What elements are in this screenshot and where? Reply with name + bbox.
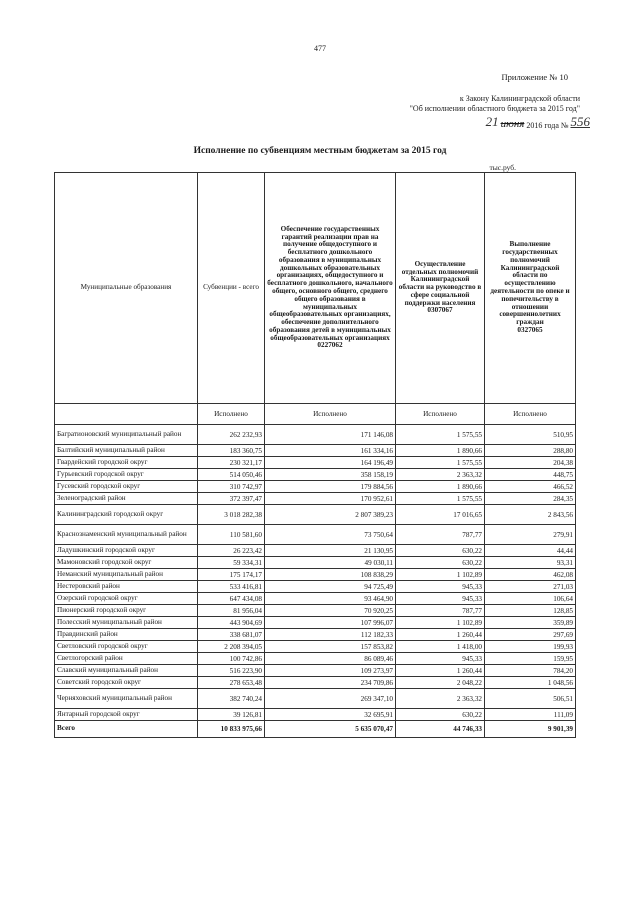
column-code: 0227062 xyxy=(317,341,343,350)
table-row xyxy=(55,481,576,493)
amount-cell: 1 102,89 xyxy=(396,617,485,629)
amount-cell: 70 920,25 xyxy=(265,605,396,617)
date-year-text: 2016 года № xyxy=(526,121,569,130)
amount-cell: 230 321,17 xyxy=(198,457,265,469)
subheader-cell: Исполнено xyxy=(265,404,396,425)
municipality-name: Калининградский городской округ xyxy=(55,505,198,525)
units-label: тыс.руб. xyxy=(489,163,516,172)
municipality-name: Светлогорский район xyxy=(55,653,198,665)
amount-cell: 107 996,07 xyxy=(265,617,396,629)
column-header-municipality: Муниципальные образования xyxy=(55,173,198,404)
amount-cell: 59 334,31 xyxy=(198,557,265,569)
amount-cell: 1 418,00 xyxy=(396,641,485,653)
table-row xyxy=(55,709,576,721)
amount-cell: 109 273,97 xyxy=(265,665,396,677)
amount-cell: 93 464,90 xyxy=(265,593,396,605)
municipality-name: Гусевский городской округ xyxy=(55,481,198,493)
municipality-name: Черняховский муниципальный район xyxy=(55,689,198,709)
municipality-name: Багратионовский муниципальный район xyxy=(55,425,198,445)
amount-cell: 787,77 xyxy=(396,605,485,617)
law-date-line xyxy=(486,114,590,130)
law-reference-line2: "Об исполнении областного бюджета за 2015 год" xyxy=(409,104,580,113)
table-row xyxy=(55,569,576,581)
amount-cell: 310 742,97 xyxy=(198,481,265,493)
column-code: 0307067 xyxy=(427,306,453,315)
amount-cell: 443 904,69 xyxy=(198,617,265,629)
amount-cell: 2 363,32 xyxy=(396,689,485,709)
amount-cell: 271,03 xyxy=(485,581,576,593)
municipality-name: Светловский городской округ xyxy=(55,641,198,653)
total-value: 5 635 070,47 xyxy=(265,721,396,738)
municipality-name: Краснознаменский муниципальный район xyxy=(55,525,198,545)
law-reference-line1: к Закону Калининградской области xyxy=(459,94,580,103)
amount-cell: 466,52 xyxy=(485,481,576,493)
date-day: 21 xyxy=(485,114,499,129)
total-value: 44 746,33 xyxy=(396,721,485,738)
column-header-education: Обеспечение государственных гарантий реализации прав на получение общедоступного и бесплатного дошкольного образования в муниципальных дошкольных образовательных организациях, общедоступного и бесплатного дошкольного, начального общего, основного общего, среднего общего образования в муниципальных общеобразовательных организациях, обеспечение дополнительного образования детей в муниципальных общеобразовательных организациях 0227062 xyxy=(265,173,396,404)
table-row xyxy=(55,665,576,677)
municipality-name: Правдинский район xyxy=(55,629,198,641)
amount-cell: 288,80 xyxy=(485,445,576,457)
amount-cell: 93,31 xyxy=(485,557,576,569)
document-title: Исполнение по субвенциям местным бюджетам за 2015 год xyxy=(193,146,447,156)
table-row xyxy=(55,493,576,505)
amount-cell: 1 260,44 xyxy=(396,665,485,677)
amount-cell: 1 575,55 xyxy=(396,457,485,469)
amount-cell: 108 838,29 xyxy=(265,569,396,581)
amount-cell: 1 575,55 xyxy=(396,425,485,445)
amount-cell: 630,22 xyxy=(396,557,485,569)
amount-cell: 21 130,95 xyxy=(265,545,396,557)
amount-cell: 100 742,86 xyxy=(198,653,265,665)
municipality-name: Пионерский городской округ xyxy=(55,605,198,617)
table-row xyxy=(55,653,576,665)
table-row xyxy=(55,629,576,641)
amount-cell: 510,95 xyxy=(485,425,576,445)
table-row xyxy=(55,545,576,557)
date-month: июня xyxy=(500,118,525,130)
table-row xyxy=(55,581,576,593)
subheader-cell: Исполнено xyxy=(485,404,576,425)
amount-cell: 112 182,33 xyxy=(265,629,396,641)
amount-cell: 1 260,44 xyxy=(396,629,485,641)
table-row xyxy=(55,457,576,469)
amount-cell: 1 102,89 xyxy=(396,569,485,581)
amount-cell: 164 196,49 xyxy=(265,457,396,469)
amount-cell: 157 853,82 xyxy=(265,641,396,653)
table-row xyxy=(55,641,576,653)
amount-cell: 175 174,17 xyxy=(198,569,265,581)
total-label: Всего xyxy=(55,721,198,738)
amount-cell: 2 048,22 xyxy=(396,677,485,689)
total-value: 10 833 975,66 xyxy=(198,721,265,738)
amount-cell: 73 750,64 xyxy=(265,525,396,545)
amount-cell: 1 890,66 xyxy=(396,481,485,493)
amount-cell: 945,33 xyxy=(396,581,485,593)
amount-cell: 1 575,55 xyxy=(396,493,485,505)
total-value: 9 901,39 xyxy=(485,721,576,738)
table-row xyxy=(55,469,576,481)
amount-cell: 382 740,24 xyxy=(198,689,265,709)
subventions-table xyxy=(54,172,576,738)
table-row xyxy=(55,689,576,709)
municipality-name: Славский муниципальный район xyxy=(55,665,198,677)
subheader-cell: Исполнено xyxy=(396,404,485,425)
amount-cell: 1 048,56 xyxy=(485,677,576,689)
amount-cell: 297,69 xyxy=(485,629,576,641)
amount-cell: 49 030,11 xyxy=(265,557,396,569)
amount-cell: 2 363,32 xyxy=(396,469,485,481)
amount-cell: 358 158,19 xyxy=(265,469,396,481)
municipality-name: Гвардейский городской округ xyxy=(55,457,198,469)
amount-cell: 81 956,04 xyxy=(198,605,265,617)
amount-cell: 269 347,10 xyxy=(265,689,396,709)
amount-cell: 262 232,93 xyxy=(198,425,265,445)
municipality-name: Полесский муниципальный район xyxy=(55,617,198,629)
column-header-total: Субвенции - всего xyxy=(198,173,265,404)
amount-cell: 516 223,90 xyxy=(198,665,265,677)
subheader-cell: Исполнено xyxy=(198,404,265,425)
amount-cell: 2 807 389,23 xyxy=(265,505,396,525)
amount-cell: 183 360,75 xyxy=(198,445,265,457)
amount-cell: 359,89 xyxy=(485,617,576,629)
amount-cell: 945,33 xyxy=(396,593,485,605)
amount-cell: 514 050,46 xyxy=(198,469,265,481)
table-row xyxy=(55,617,576,629)
amount-cell: 171 146,08 xyxy=(265,425,396,445)
amount-cell: 170 952,61 xyxy=(265,493,396,505)
subheader-cell xyxy=(55,404,198,425)
subheader-row xyxy=(55,404,576,425)
amount-cell: 179 884,56 xyxy=(265,481,396,493)
amount-cell: 2 843,56 xyxy=(485,505,576,525)
amount-cell: 199,93 xyxy=(485,641,576,653)
table-row xyxy=(55,605,576,617)
amount-cell: 159,95 xyxy=(485,653,576,665)
table-row xyxy=(55,425,576,445)
amount-cell: 234 709,86 xyxy=(265,677,396,689)
amount-cell: 338 681,07 xyxy=(198,629,265,641)
page-number: 477 xyxy=(314,44,326,53)
amount-cell: 533 416,81 xyxy=(198,581,265,593)
municipality-name: Балтийский муниципальный район xyxy=(55,445,198,457)
municipality-name: Ладушкинский городской округ xyxy=(55,545,198,557)
amount-cell: 44,44 xyxy=(485,545,576,557)
amount-cell: 945,33 xyxy=(396,653,485,665)
table-row xyxy=(55,505,576,525)
amount-cell: 1 890,66 xyxy=(396,445,485,457)
amount-cell: 284,35 xyxy=(485,493,576,505)
municipality-name: Мамоновский городской округ xyxy=(55,557,198,569)
table-row xyxy=(55,525,576,545)
municipality-name: Советский городской округ xyxy=(55,677,198,689)
municipality-name: Неманский муниципальный район xyxy=(55,569,198,581)
amount-cell: 506,51 xyxy=(485,689,576,709)
amount-cell: 3 018 282,38 xyxy=(198,505,265,525)
amount-cell: 161 334,16 xyxy=(265,445,396,457)
column-header-guardianship: Выполнение государственных полномочий Калининградской области по осуществлению деятельности по опеке и попечительству в отношении совершеннолетних граждан 0327065 xyxy=(485,173,576,404)
amount-cell: 94 725,49 xyxy=(265,581,396,593)
amount-cell: 128,85 xyxy=(485,605,576,617)
appendix-label: Приложение № 10 xyxy=(501,72,568,82)
table-row xyxy=(55,677,576,689)
amount-cell: 26 223,42 xyxy=(198,545,265,557)
column-code: 0327065 xyxy=(517,325,543,334)
column-header-social-support: Осуществление отдельных полномочий Калининградской области на руководство в сфере социальной поддержки населения 0307067 xyxy=(396,173,485,404)
amount-cell: 647 434,08 xyxy=(198,593,265,605)
amount-cell: 630,22 xyxy=(396,545,485,557)
amount-cell: 462,08 xyxy=(485,569,576,581)
amount-cell: 32 695,91 xyxy=(265,709,396,721)
municipality-name: Янтарный городской округ xyxy=(55,709,198,721)
municipality-name: Нестеровский район xyxy=(55,581,198,593)
amount-cell: 106,64 xyxy=(485,593,576,605)
table-row xyxy=(55,557,576,569)
amount-cell: 279,91 xyxy=(485,525,576,545)
amount-cell: 630,22 xyxy=(396,709,485,721)
amount-cell: 86 089,46 xyxy=(265,653,396,665)
amount-cell: 39 126,81 xyxy=(198,709,265,721)
amount-cell: 111,09 xyxy=(485,709,576,721)
amount-cell: 787,77 xyxy=(396,525,485,545)
municipality-name: Гурьевский городской округ xyxy=(55,469,198,481)
amount-cell: 448,75 xyxy=(485,469,576,481)
amount-cell: 784,20 xyxy=(485,665,576,677)
table-row xyxy=(55,445,576,457)
amount-cell: 2 208 394,05 xyxy=(198,641,265,653)
law-number: 556 xyxy=(570,114,590,129)
municipality-name: Зеленоградский район xyxy=(55,493,198,505)
amount-cell: 278 653,48 xyxy=(198,677,265,689)
table-row xyxy=(55,593,576,605)
amount-cell: 372 397,47 xyxy=(198,493,265,505)
municipality-name: Озерский городской округ xyxy=(55,593,198,605)
amount-cell: 110 581,60 xyxy=(198,525,265,545)
amount-cell: 17 016,65 xyxy=(396,505,485,525)
total-row xyxy=(55,721,576,738)
amount-cell: 204,38 xyxy=(485,457,576,469)
